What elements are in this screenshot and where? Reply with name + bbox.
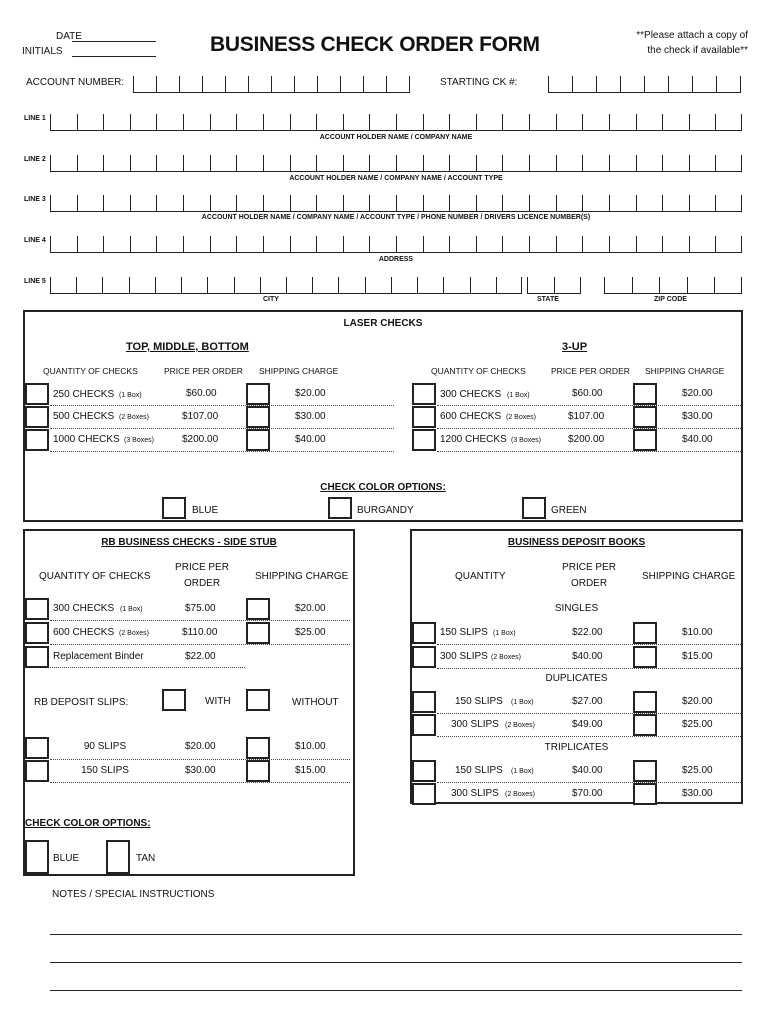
laser-right-qty-checkbox[interactable] <box>412 429 436 451</box>
laser-left-ship-checkbox[interactable] <box>246 406 270 428</box>
laser-right-ship: $20.00 <box>682 388 713 399</box>
laser-left-col-ship: SHIPPING CHARGE <box>259 366 339 376</box>
laser-checks-title: LASER CHECKS <box>343 318 423 329</box>
laser-right-ship: $40.00 <box>682 434 713 445</box>
rb-slips-ship: $10.00 <box>295 741 326 752</box>
laser-right-price: $200.00 <box>568 434 605 445</box>
color-burgandy-label: BURGANDY <box>357 505 414 516</box>
notes-line[interactable] <box>50 990 742 991</box>
row-divider <box>437 451 741 452</box>
row-divider <box>50 405 394 406</box>
singles-price: $40.00 <box>572 651 603 662</box>
rb-qty: 600 CHECKS <box>53 627 115 638</box>
line4-label: LINE 4 <box>24 237 46 244</box>
rb-qty: Replacement Binder <box>53 651 144 662</box>
color-green-label: GREEN <box>551 505 587 516</box>
notes-line[interactable] <box>50 934 742 935</box>
rb-color-tan-checkbox[interactable] <box>106 840 130 874</box>
laser-left-ship-checkbox[interactable] <box>246 429 270 451</box>
rb-slips-ship-checkbox[interactable] <box>246 760 270 782</box>
triplicates-qty-checkbox[interactable] <box>412 760 436 782</box>
rb-ship: $25.00 <box>295 627 326 638</box>
laser-left-price: $200.00 <box>182 434 219 445</box>
state-caption: STATE <box>537 296 559 303</box>
deposit-col-qty: QUANTITY <box>455 571 506 582</box>
row-divider <box>50 759 350 760</box>
duplicates-price: $49.00 <box>572 719 603 730</box>
triplicates-price: $70.00 <box>572 788 603 799</box>
row-divider <box>50 620 350 621</box>
color-blue-label: BLUE <box>192 505 219 516</box>
singles-qty-checkbox[interactable] <box>412 646 436 668</box>
starting-ck-field[interactable] <box>548 73 741 93</box>
triplicates-boxes: (1 Box) <box>511 768 534 775</box>
triplicates-qty: 150 SLIPS <box>455 765 503 776</box>
laser-right-ship-checkbox[interactable] <box>633 429 657 451</box>
laser-left-boxes: (1 Box) <box>119 392 142 399</box>
duplicates-boxes: (1 Box) <box>511 699 534 706</box>
line2-label: LINE 2 <box>24 156 46 163</box>
laser-left-ship: $40.00 <box>295 434 326 445</box>
laser-left-ship: $20.00 <box>295 388 326 399</box>
rb-without-label: WITHOUT <box>292 697 339 708</box>
initials-label: INITIALS <box>22 46 63 57</box>
notes-label: NOTES / SPECIAL INSTRUCTIONS <box>52 889 215 900</box>
rb-col-price-1: PRICE PER <box>175 562 229 573</box>
rb-col-ship: SHIPPING CHARGE <box>255 571 349 582</box>
singles-qty: 300 SLIPS <box>440 651 488 662</box>
laser-right-qty-checkbox[interactable] <box>412 406 436 428</box>
duplicates-ship: $25.00 <box>682 719 713 730</box>
row-divider <box>50 782 350 783</box>
singles-boxes: (2 Boxes) <box>491 654 521 661</box>
rb-col-qty: QUANTITY OF CHECKS <box>39 571 151 582</box>
laser-right-price: $107.00 <box>568 411 605 422</box>
rb-qty-checkbox[interactable] <box>25 598 49 620</box>
line1-field[interactable] <box>50 111 742 131</box>
rb-slips-checkbox[interactable] <box>25 737 49 759</box>
rb-slips-qty: 90 SLIPS <box>83 741 127 752</box>
laser-left-qty: 1000 CHECKS <box>53 434 120 445</box>
laser-right-qty: 300 CHECKS <box>440 389 502 400</box>
line5-label: LINE 5 <box>24 278 46 285</box>
color-blue-checkbox[interactable] <box>162 497 186 519</box>
duplicates-ship: $20.00 <box>682 696 713 707</box>
deposit-books-title: BUSINESS DEPOSIT BOOKS <box>507 537 646 548</box>
singles-ship-checkbox[interactable] <box>633 646 657 668</box>
account-number-field[interactable] <box>133 73 410 93</box>
laser-right-boxes: (3 Boxes) <box>511 437 541 444</box>
starting-ck-label: STARTING CK #: <box>440 77 518 88</box>
deposit-col-price-1: PRICE PER <box>562 562 616 573</box>
rb-slips-ship-checkbox[interactable] <box>246 737 270 759</box>
rb-col-price-2: ORDER <box>183 578 221 589</box>
rb-color-blue-label: BLUE <box>53 853 80 864</box>
attach-note-line1: **Please attach a copy of <box>636 30 748 41</box>
laser-right-col-price: PRICE PER ORDER <box>551 366 630 376</box>
rb-with-label: WITH <box>205 696 231 707</box>
triplicates-ship: $25.00 <box>682 765 713 776</box>
duplicates-boxes: (2 Boxes) <box>505 722 535 729</box>
singles-qty: 150 SLIPS <box>440 627 488 638</box>
laser-right-col-qty: QUANTITY OF CHECKS <box>431 366 526 376</box>
row-divider <box>437 782 741 783</box>
color-green-checkbox[interactable] <box>522 497 546 519</box>
laser-left-col-qty: QUANTITY OF CHECKS <box>43 366 138 376</box>
line4-caption: ADDRESS <box>378 256 414 263</box>
rb-without-checkbox[interactable] <box>246 689 270 711</box>
triplicates-qty: 300 SLIPS <box>451 788 499 799</box>
laser-left-qty: 500 CHECKS <box>53 411 115 422</box>
laser-right-price: $60.00 <box>572 388 603 399</box>
laser-right-col-ship: SHIPPING CHARGE <box>645 366 725 376</box>
laser-left-price: $60.00 <box>186 388 217 399</box>
rb-ship-checkbox[interactable] <box>246 598 270 620</box>
row-divider <box>50 667 245 668</box>
line2-field[interactable] <box>50 152 742 172</box>
line3-caption: ACCOUNT HOLDER NAME / COMPANY NAME / ACCOUNT TYPE / PHONE NUMBER / DRIVERS LICENCE NUMBER(S) <box>201 214 591 221</box>
triplicates-boxes: (2 Boxes) <box>505 791 535 798</box>
duplicates-ship-checkbox[interactable] <box>633 714 657 736</box>
laser-left-boxes: (2 Boxes) <box>119 414 149 421</box>
rb-slips-price: $30.00 <box>185 765 216 776</box>
row-divider <box>437 405 741 406</box>
rb-qty: 300 CHECKS <box>53 603 115 614</box>
duplicates-label: DUPLICATES <box>545 673 608 684</box>
singles-boxes: (1 Box) <box>493 630 516 637</box>
row-divider <box>437 736 741 737</box>
notes-line[interactable] <box>50 962 742 963</box>
rb-slips-qty: 150 SLIPS <box>81 765 129 776</box>
laser-right-boxes: (1 Box) <box>507 392 530 399</box>
line1-caption: ACCOUNT HOLDER NAME / COMPANY NAME <box>319 134 473 141</box>
line3-label: LINE 3 <box>24 196 46 203</box>
rb-price: $22.00 <box>185 651 216 662</box>
line4-field[interactable] <box>50 233 742 253</box>
row-divider <box>437 644 741 645</box>
state-field[interactable] <box>527 274 581 294</box>
singles-ship: $10.00 <box>682 627 713 638</box>
page-title: BUSINESS CHECK ORDER FORM <box>210 33 540 56</box>
laser-color-title: CHECK COLOR OPTIONS: <box>320 482 446 493</box>
duplicates-qty-checkbox[interactable] <box>412 714 436 736</box>
deposit-col-price-2: ORDER <box>570 578 608 589</box>
row-divider <box>437 428 741 429</box>
line3-field[interactable] <box>50 192 742 212</box>
laser-right-ship: $30.00 <box>682 411 713 422</box>
laser-left-boxes: (3 Boxes) <box>124 437 154 444</box>
triplicates-ship-checkbox[interactable] <box>633 783 657 805</box>
laser-left-title: TOP, MIDDLE, BOTTOM <box>126 341 249 353</box>
city-caption: CITY <box>263 296 279 303</box>
rb-deposit-label: RB DEPOSIT SLIPS: <box>34 697 129 708</box>
laser-right-qty-checkbox[interactable] <box>412 383 436 405</box>
singles-qty-checkbox[interactable] <box>412 622 436 644</box>
rb-ship-checkbox[interactable] <box>246 622 270 644</box>
duplicates-ship-checkbox[interactable] <box>633 691 657 713</box>
date-label: DATE <box>56 31 82 42</box>
singles-ship-checkbox[interactable] <box>633 622 657 644</box>
singles-ship: $15.00 <box>682 651 713 662</box>
line1-label: LINE 1 <box>24 115 46 122</box>
rb-color-title: CHECK COLOR OPTIONS: <box>25 818 151 829</box>
laser-right-ship-checkbox[interactable] <box>633 406 657 428</box>
zip-caption: ZIP CODE <box>654 296 687 303</box>
deposit-col-ship: SHIPPING CHARGE <box>642 571 736 582</box>
color-burgandy-checkbox[interactable] <box>328 497 352 519</box>
laser-right-boxes: (2 Boxes) <box>506 414 536 421</box>
rb-price: $75.00 <box>185 603 216 614</box>
row-divider <box>50 428 394 429</box>
row-divider <box>50 644 350 645</box>
rb-slips-checkbox[interactable] <box>25 760 49 782</box>
laser-left-ship-checkbox[interactable] <box>246 383 270 405</box>
laser-left-col-price: PRICE PER ORDER <box>164 366 243 376</box>
laser-right-ship-checkbox[interactable] <box>633 383 657 405</box>
rb-price: $110.00 <box>182 627 218 638</box>
duplicates-price: $27.00 <box>572 696 603 707</box>
triplicates-ship: $30.00 <box>682 788 713 799</box>
singles-price: $22.00 <box>572 627 603 638</box>
laser-left-price: $107.00 <box>182 411 219 422</box>
attach-note-line2: the check if available** <box>647 45 748 56</box>
rb-boxes: (2 Boxes) <box>119 630 149 637</box>
zip-field[interactable] <box>604 274 742 294</box>
triplicates-qty-checkbox[interactable] <box>412 783 436 805</box>
laser-left-qty-checkbox[interactable] <box>25 383 49 405</box>
rb-with-checkbox[interactable] <box>162 689 186 711</box>
rb-boxes: (1 Box) <box>120 606 143 613</box>
initials-field[interactable] <box>72 56 156 57</box>
duplicates-qty: 300 SLIPS <box>451 719 499 730</box>
rb-slips-ship: $15.00 <box>295 765 326 776</box>
triplicates-price: $40.00 <box>572 765 603 776</box>
laser-right-title: 3-UP <box>562 341 588 353</box>
rb-checks-title: RB BUSINESS CHECKS - SIDE STUB <box>101 537 277 548</box>
laser-right-qty: 1200 CHECKS <box>440 434 507 445</box>
laser-left-qty: 250 CHECKS <box>53 389 115 400</box>
row-divider <box>50 451 394 452</box>
rb-color-tan-label: TAN <box>136 853 156 864</box>
row-divider <box>437 668 741 669</box>
laser-left-qty-checkbox[interactable] <box>25 406 49 428</box>
row-divider <box>437 713 741 714</box>
singles-label: SINGLES <box>554 603 599 614</box>
rb-ship: $20.00 <box>295 603 326 614</box>
account-number-label: ACCOUNT NUMBER: <box>26 77 125 88</box>
city-field[interactable] <box>50 274 522 294</box>
triplicates-ship-checkbox[interactable] <box>633 760 657 782</box>
duplicates-qty: 150 SLIPS <box>455 696 503 707</box>
rb-qty-checkbox[interactable] <box>25 622 49 644</box>
triplicates-label: TRIPLICATES <box>544 742 609 753</box>
laser-right-qty: 600 CHECKS <box>440 411 502 422</box>
laser-left-qty-checkbox[interactable] <box>25 429 49 451</box>
rb-qty-checkbox[interactable] <box>25 646 49 668</box>
line2-caption: ACCOUNT HOLDER NAME / COMPANY NAME / ACCOUNT TYPE <box>289 175 503 182</box>
duplicates-qty-checkbox[interactable] <box>412 691 436 713</box>
laser-left-ship: $30.00 <box>295 411 326 422</box>
date-field[interactable] <box>72 41 156 42</box>
rb-color-blue-checkbox[interactable] <box>25 840 49 874</box>
rb-slips-price: $20.00 <box>185 741 216 752</box>
